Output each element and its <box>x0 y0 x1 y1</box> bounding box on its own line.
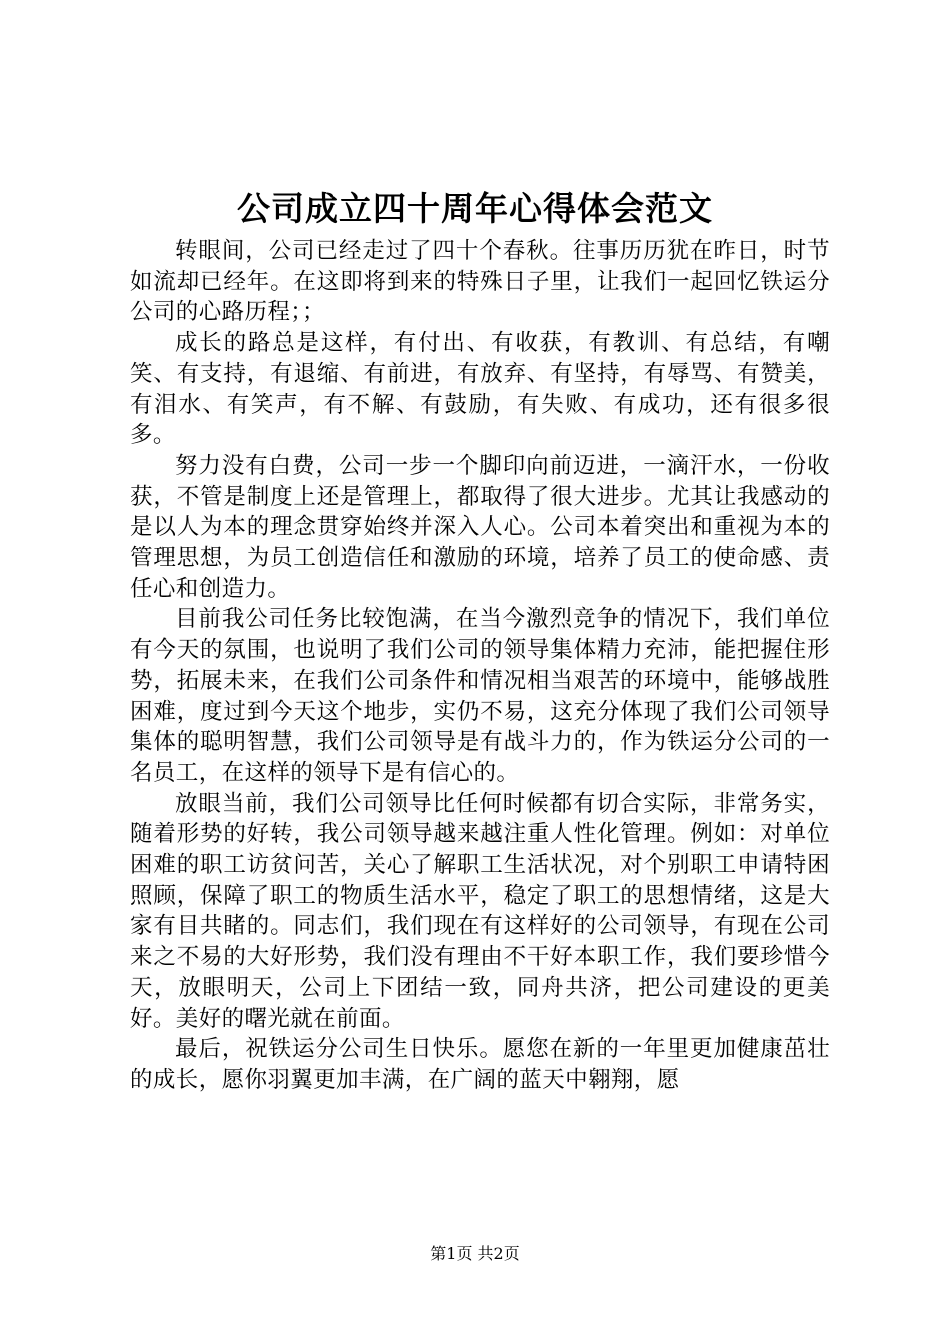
paragraph-4: 目前我公司任务比较饱满，在当今激烈竞争的情况下，我们单位有今天的氛围，也说明了我们公司的领导集体精力充沛，能把握住形势，拓展未来，在我们公司条件和情况相当艰苦的环境中，能够战胜困难，度过到今天这个地步，实仍不易，这充分体现了我们公司领导集体的聪明智慧，我们公司领导是有战斗力的，作为铁运分公司的一名员工，在这样的领导下是有信心的。 <box>130 606 830 786</box>
paragraph-2: 成长的路总是这样，有付出、有收获，有教训、有总结，有嘲笑、有支持，有退缩、有前进，有放弃、有坚持，有辱骂、有赞美，有泪水、有笑声，有不解、有鼓励，有失败、有成功，还有很多很多。 <box>130 330 830 449</box>
paragraph-5: 放眼当前，我们公司领导比任何时候都有切合实际，非常务实，随着形势的好转，我公司领导越来越注重人性化管理。例如：对单位困难的职工访贫问苦，关心了解职工生活状况，对个别职工申请特困照顾，保障了职工的物质生活水平，稳定了职工的思想情绪，这是大家有目共睹的。同志们，我们现在有这样好的公司领导，有现在公司来之不易的大好形势，我们没有理由不干好本职工作，我们要珍惜今天，放眼明天，公司上下团结一致，同舟共济，把公司建设的更美好。美好的曙光就在前面。 <box>130 790 830 1032</box>
paragraph-1: 转眼间，公司已经走过了四十个春秋。往事历历犹在昨日，时节如流却已经年。在这即将到来的特殊日子里，让我们一起回忆铁运分公司的心路历程；； <box>130 238 830 326</box>
document-body <box>130 236 830 1096</box>
page-number-footer: 第1页 共2页 <box>430 1244 520 1263</box>
paragraph-6: 最后，祝铁运分公司生日快乐。愿您在新的一年里更加健康茁壮的成长，愿你羽翼更加丰满，在广阔的蓝天中翱翔，愿 <box>130 1036 830 1093</box>
document-title: 公司成立四十周年心得体会范文 <box>237 189 713 228</box>
paragraph-3: 努力没有白费，公司一步一个脚印向前迈进，一滴汗水，一份收获，不管是制度上还是管理上，都取得了很大进步。尤其让我感动的是以人为本的理念贯穿始终并深入人心。公司本着突出和重视为本的管理思想，为员工创造信任和激励的环境，培养了员工的使命感、责任心和创造力。 <box>130 452 830 602</box>
